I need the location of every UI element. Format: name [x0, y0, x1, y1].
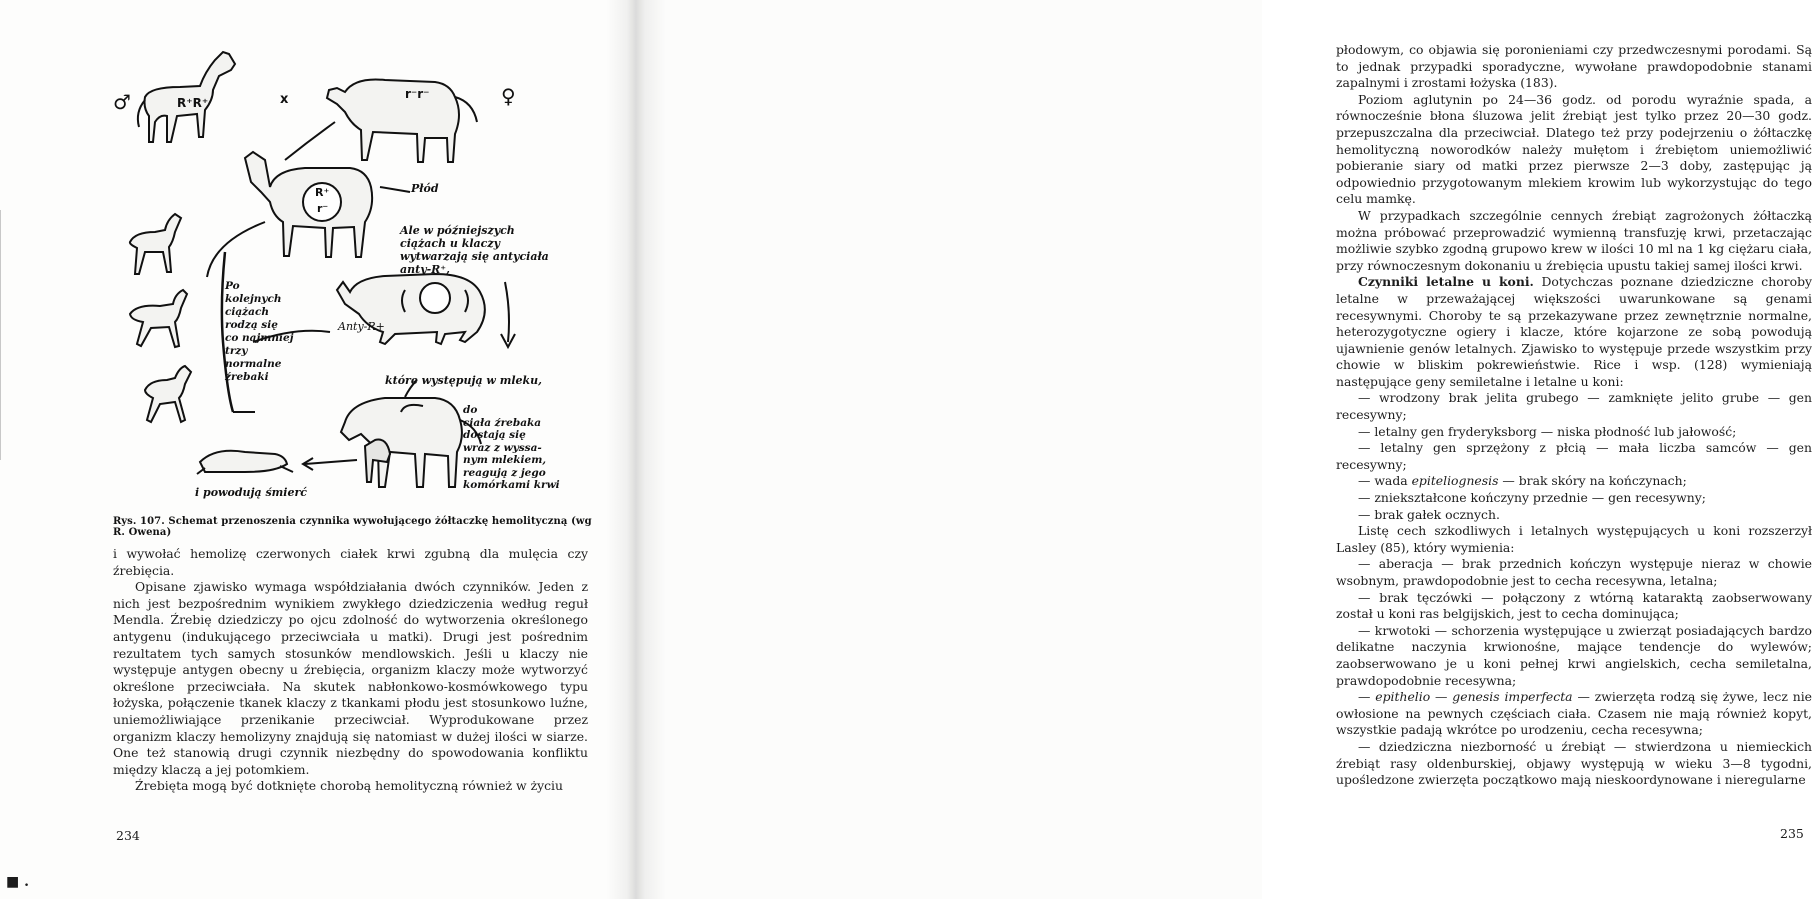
list-item: — zniekształcone kończyny przednie — gen recesywny;: [1358, 490, 1706, 506]
foal-body-label: do ciała źrebaka dostają się wraz z wyssa- nym mlekiem, reagują z jego komórkami krwi: [463, 404, 560, 491]
cross-symbol: x: [280, 92, 289, 107]
list-item: — wrodzony brak jelita grubego — zamknięte jelito grube — gen recesywny;: [1336, 390, 1812, 423]
foal-2-illustration: [130, 290, 187, 347]
fetus-label: Płód: [411, 182, 439, 195]
list-item: — wada epiteliognesis — brak skóry na kończynach;: [1358, 473, 1687, 489]
right-page-text: [1336, 42, 1812, 789]
male-symbol: ♂: [113, 90, 131, 114]
dam-horse-illustration: [327, 80, 477, 163]
paragraph: płodowym, co objawia się poronieniami czy przedwczesnymi porodami. Są to jednak przypadki sporadyczne, wywołane prawdopodobnie stanami zapalnymi i zrostami łożyska (183).: [1336, 42, 1812, 91]
figure-107: [105, 42, 595, 512]
list-item: — letalny gen fryderyksborg — niska płodność lub jałowość;: [1358, 423, 1737, 439]
page-number-right: 235: [1780, 826, 1804, 841]
list-item: — dziedziczna niezborność u źrebiąt — stwierdzona u niemieckich źrebiąt rasy oldenburskiej, objawy występują w wieku 3—8 tygodni, upośledzone zwierzęta początkowo mają nieskoordynowane i nieregularne: [1336, 738, 1812, 788]
list-item: — brak tęczówki — połączony z wtórną kataraktą zaobserwowany został u koni ras belgijskich, jest to cecha dominująca;: [1336, 589, 1812, 622]
dead-foal-illustration: [197, 451, 293, 474]
paragraph: Źrebięta mogą być dotknięte chorobą hemolityczną również w życiu: [135, 778, 563, 794]
paragraph: i wywołać hemolizę czerwonych ciałek krwi zgubną dla mulęcia czy źrebięcia.: [113, 546, 588, 578]
list-item: — aberacja — brak przednich kończyn występuje nieraz w chowie wsobnym, prawdopodobnie jest to cecha recesywna, letalna;: [1336, 556, 1812, 588]
list-item: — epithelio — genesis imperfecta — zwierzęta rodzą się żywe, lecz nie owłosione na pewnych częściach ciała. Czasem nie mają również kopyt, wszystkie padają wkrótce po urodzeniu, cecha recesywna;: [1336, 689, 1812, 738]
mare-with-antibodies-illustration: [337, 274, 485, 344]
dam-genotype: r⁻r⁻: [405, 87, 430, 101]
female-symbol: ♀: [501, 84, 516, 108]
death-label: i powodują śmierć: [195, 486, 307, 499]
figure-caption: Rys. 107. Schemat przenoszenia czynnika wywołującego żółtaczkę hemolityczną (wg R. Owena): [113, 516, 592, 538]
sire-genotype: R⁺R⁺: [177, 96, 209, 110]
paragraph: Listę cech szkodliwych i letalnych występujących u koni rozszerzył Lasley (85), który wymienia:: [1336, 523, 1812, 555]
left-page: [0, 0, 630, 899]
paragraph: W przypadkach szczególnie cennych źrebiąt zagrożonych żółtaczką można próbować przeprowadzić wymienną transfuzję krwi, przetaczając możliwie szybko zgodną grupowo krew w ilości 10 ml na 1 kg ciężaru ciała, przy równoczesnym dokonaniu u źrebięcia upustu takiej samej ilości krwi.: [1336, 207, 1812, 273]
margin-mark: ■ .: [6, 874, 29, 890]
paragraph: Opisane zjawisko wymaga współdziałania dwóch czynników. Jeden z nich jest bezpośrednim wynikiem zwykłego dziedziczenia według reguł Mendla. Źrebię dziedziczy po ojcu zdolność do wytworzenia określonego antygenu (indukującego przeciwciała u matki). Drugi jest pośrednim rezultatem tych samych stosunków mendlowskich. Jeśli u klaczy nie występuje antygen obecny u źrebięcia, organizm klaczy może wytworzyć określone przeciwciała. Na skutek nabłonkowo-kosmówkowego typu łożyska, połączenie tkanek klaczy z tkankami płodu jest stosunkowo luźne, uniemożliwiające przenikanie przeciwciał. Wyprodukowane przez organizm klaczy hemolizyny znajdują się natomiast w dużej ilości w siarze. One też stanowią drugi czynnik niezbędny do spowodowania konfliktu między klaczą a jej potomkiem.: [113, 579, 588, 777]
left-page-text: [113, 546, 588, 795]
section-heading: Czynniki letalne u koni.: [1358, 274, 1534, 290]
foal-1-illustration: [130, 214, 181, 274]
mare-antibodies-label: Ale w późniejszych ciążach u klaczy wytwarzają się antyciała anty-R⁺,: [400, 224, 549, 276]
list-item: — krwotoki — schorzenia występujące u zwierząt posiadających bardzo delikatne naczynia krwionośne, mające tendencje do wylewów; zaobserwowano je u koni pełnej krwi angielskich, cecha semiletalna, prawdopodobnie recesywna;: [1336, 622, 1812, 688]
page-edge-line: [0, 210, 7, 460]
right-page: [630, 0, 1812, 899]
paragraph: Poziom aglutynin po 24—36 godz. od porodu wyraźnie spada, a równocześnie błona śluzowa jelit źrebiąt jest tylko przez 20—30 godz. przepuszczalna dla przeciwciał. Dlatego też przy podejrzeniu o żółtaczkę hemolityczną noworodków należy mułętom i źrebiętom uniemożliwić pobieranie siary od matki przez pierwsze 2—3 doby, zastępując ją odpowiednio przygotowanym mlekiem krowim lub wykorzystując do tego celu mamkę.: [1336, 91, 1812, 207]
subsequent-pregnancies-label: Po kolejnych ciążach rodzą się co najmniej trzy normalne źrebaki: [225, 280, 294, 383]
nursing-mare-illustration: [341, 398, 481, 487]
foal-3-illustration: [145, 366, 191, 422]
milk-label: które występują w mleku,: [385, 374, 542, 387]
page-number-left: 234: [116, 828, 140, 843]
fetus-genotype-bottom: r⁻: [317, 202, 329, 215]
fetus-genotype-top: R⁺: [315, 186, 330, 199]
list-item: — letalny gen sprzężony z płcią — mała liczba samców — gen recesywny;: [1336, 440, 1812, 472]
paragraph-lethal-factors: Czynniki letalne u koni. Dotychczas poznane dziedziczne choroby letalne w przeważającej większości uwarunkowane są genami recesywnymi. Choroby te są przekazywane przez zewnętrznie normalne, heterozygotyczne ogiery i klacze, które kojarzone ze sobą powodują ujawnienie genów letalnych. Zjawisko to występuje przede wszystkim przy chowie w bliskim pokrewieństwie. Rice i wsp. (128) wymieniają następujące geny semiletalne i letalne u koni:: [1336, 274, 1812, 389]
list-item: — brak gałek ocznych.: [1358, 506, 1500, 522]
anti-label: Anty-R+: [338, 320, 385, 333]
pregnant-mare-illustration: [245, 152, 372, 257]
